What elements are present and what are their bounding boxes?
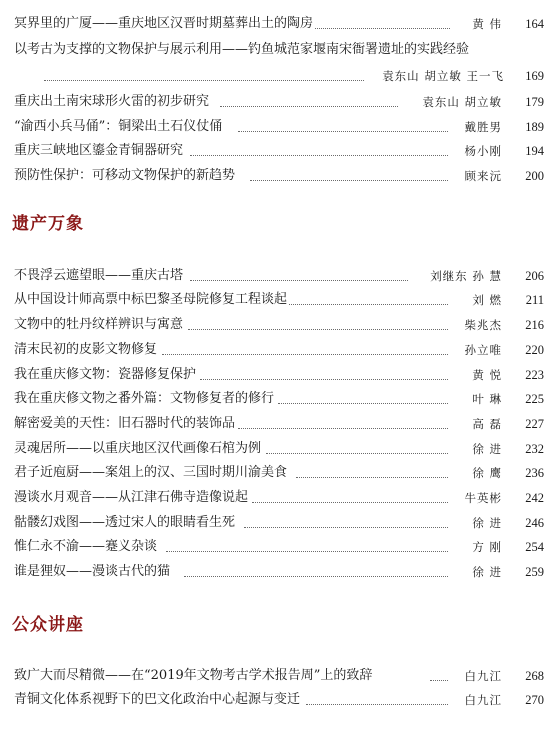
entry-author: 戴胜男 — [464, 120, 502, 134]
entry-author: 徐 进 — [472, 442, 502, 456]
entry-author: 杨小刚 — [464, 144, 502, 158]
entry-page: 179 — [525, 95, 544, 109]
entry-page: 268 — [525, 669, 544, 683]
entry-page: 223 — [525, 368, 544, 382]
entry-author: 高 磊 — [472, 417, 502, 431]
entry-title: 灵魂居所——以重庆地区汉代画像石棺为例 — [14, 441, 262, 456]
entry-title: 冥界里的广厦——重庆地区汉晋时期墓葬出土的陶房 — [14, 16, 314, 31]
leader-dots — [238, 131, 448, 132]
entry-author: 刘 燃 — [472, 293, 502, 307]
entry-author: 白九江 — [464, 693, 502, 707]
entry-title: 漫谈水月观音——从江津石佛寺造像说起 — [14, 490, 249, 505]
entry-page: 270 — [525, 693, 544, 707]
toc-entry[interactable] — [0, 388, 558, 410]
entry-page: 225 — [525, 392, 544, 406]
toc-entry[interactable] — [0, 339, 558, 361]
entry-page: 164 — [525, 17, 544, 31]
entry-page: 236 — [525, 466, 544, 480]
toc-entry[interactable] — [0, 314, 558, 336]
entry-author: 叶 琳 — [472, 392, 502, 406]
entry-page: 194 — [525, 144, 544, 158]
leader-dots — [314, 28, 450, 29]
section-heading: 公众讲座 — [12, 615, 84, 635]
entry-author: 柴兆杰 — [464, 318, 502, 332]
entry-title: 骷髅幻戏图——透过宋人的眼睛看生死 — [14, 515, 236, 530]
toc-entry[interactable] — [0, 438, 558, 460]
toc-entry[interactable] — [0, 140, 558, 162]
entry-title: 我在重庆修文物：瓷器修复保护 — [14, 367, 197, 382]
leader-dots — [184, 576, 448, 577]
leader-dots — [244, 527, 448, 528]
toc-entry[interactable] — [0, 116, 558, 138]
entry-title: 重庆三峡地区鎏金青铜器研究 — [14, 143, 184, 158]
entry-page: 206 — [525, 269, 544, 283]
toc-entry[interactable] — [0, 165, 558, 187]
entry-title: 以考古为支撑的文物保护与展示利用——钓鱼城范家堰南宋衙署遗址的实践经验 — [14, 42, 470, 57]
toc-entry[interactable] — [0, 13, 558, 35]
toc-entry[interactable] — [0, 364, 558, 386]
entry-author: 黄 伟 — [472, 17, 502, 31]
toc-entry[interactable] — [0, 561, 558, 583]
leader-dots — [238, 428, 448, 429]
section-heading: 遗产万象 — [12, 214, 84, 234]
entry-title: 解密爱美的天性：旧石器时代的装饰品 — [14, 416, 236, 431]
toc-entry[interactable] — [0, 487, 558, 509]
entry-author: 刘继东 孙 慧 — [430, 269, 502, 283]
entry-title: 谁是狸奴——漫谈古代的猫 — [14, 564, 171, 579]
leader-dots — [188, 329, 448, 330]
entry-author: 袁东山 胡立敏 — [422, 95, 502, 109]
entry-title: 青铜文化体系视野下的巴文化政治中心起源与变迁 — [14, 692, 301, 707]
leader-dots — [44, 80, 364, 81]
entry-author: 方 刚 — [472, 540, 502, 554]
entry-title: 君子近庖厨——案俎上的汉、三国时期川渝美食 — [14, 465, 288, 480]
entry-title: 从中国设计师高票中标巴黎圣母院修复工程谈起 — [14, 292, 288, 307]
entry-author: 牛英彬 — [464, 491, 502, 505]
leader-dots — [288, 304, 448, 305]
entry-page: 211 — [525, 293, 544, 307]
entry-author: 孙立唯 — [464, 343, 502, 357]
leader-dots — [430, 680, 448, 681]
toc-entry[interactable] — [0, 39, 558, 87]
entry-page: 232 — [525, 442, 544, 456]
leader-dots — [278, 403, 448, 404]
entry-title: “渝西小兵马俑”：铜梁出土石仪仗俑 — [14, 119, 223, 134]
entry-author: 袁东山 胡立敏 王一飞 — [382, 69, 504, 83]
toc-entry[interactable] — [0, 512, 558, 534]
leader-dots — [190, 155, 448, 156]
entry-author: 白九江 — [464, 669, 502, 683]
entry-title: 惟仁永不渝——蹇义杂谈 — [14, 539, 158, 554]
entry-author: 顾来沅 — [464, 169, 502, 183]
leader-dots — [190, 280, 408, 281]
leader-dots — [250, 180, 448, 181]
entry-title: 致广大而尽精微——在“2019年文物考古学术报告周”上的致辞 — [14, 668, 373, 683]
entry-page: 242 — [525, 491, 544, 505]
toc-entry[interactable] — [0, 462, 558, 484]
entry-page: 246 — [525, 516, 544, 530]
leader-dots — [296, 477, 448, 478]
toc-entry[interactable] — [0, 536, 558, 558]
entry-page: 220 — [525, 343, 544, 357]
entry-title: 我在重庆修文物之番外篇：文物修复者的修行 — [14, 391, 275, 406]
entry-page: 216 — [525, 318, 544, 332]
toc-entry[interactable] — [0, 265, 558, 287]
leader-dots — [200, 379, 448, 380]
toc-entry[interactable] — [0, 689, 558, 711]
leader-dots — [220, 106, 398, 107]
entry-page: 254 — [525, 540, 544, 554]
entry-title: 文物中的牡丹纹样辨识与寓意 — [14, 317, 184, 332]
leader-dots — [306, 704, 448, 705]
leader-dots — [252, 502, 448, 503]
toc-entry[interactable] — [0, 289, 558, 311]
toc-entry[interactable] — [0, 413, 558, 435]
leader-dots — [266, 453, 448, 454]
entry-author: 黄 悦 — [472, 368, 502, 382]
entry-title: 预防性保护：可移动文物保护的新趋势 — [14, 168, 236, 183]
entry-page: 259 — [525, 565, 544, 579]
entry-page: 189 — [525, 120, 544, 134]
entry-page: 227 — [525, 417, 544, 431]
leader-dots — [162, 354, 448, 355]
entry-title: 重庆出土南宋球形火雷的初步研究 — [14, 94, 210, 109]
leader-dots — [166, 551, 448, 552]
entry-title: 不畏浮云遮望眼——重庆古塔 — [14, 268, 184, 283]
entry-title: 清末民初的皮影文物修复 — [14, 342, 158, 357]
entry-page: 169 — [525, 69, 544, 83]
entry-author: 徐 进 — [472, 516, 502, 530]
entry-author: 徐 鹰 — [472, 466, 502, 480]
toc-entry[interactable] — [0, 665, 558, 687]
entry-page: 200 — [525, 169, 544, 183]
toc-entry[interactable] — [0, 91, 558, 113]
entry-author: 徐 进 — [472, 565, 502, 579]
